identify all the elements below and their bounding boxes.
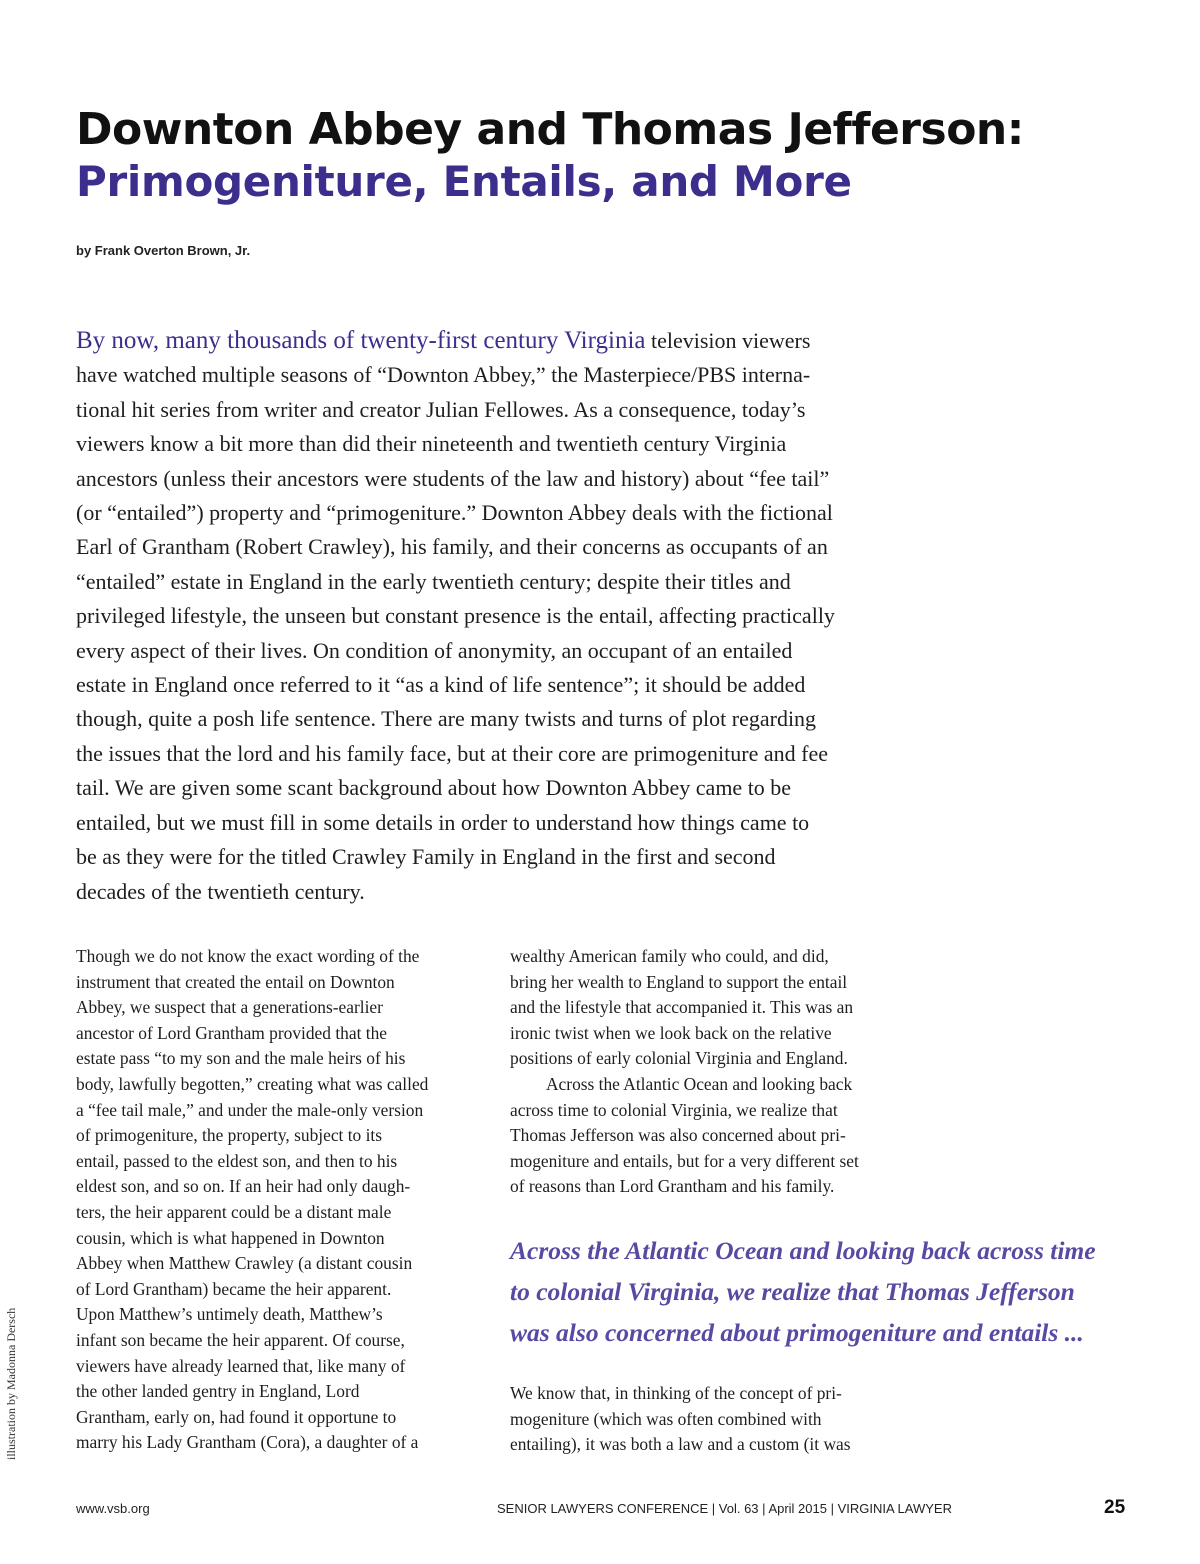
body-line: of reasons than Lord Grantham and his family.	[510, 1176, 835, 1197]
intro-line: Earl of Grantham (Robert Crawley), his family, and their concerns as occupants of an	[76, 534, 828, 560]
intro-line: tail. We are given some scant background about how Downton Abbey came to be	[76, 775, 792, 801]
body-line: mogeniture and entails, but for a very different set	[510, 1150, 859, 1171]
intro-line: tional hit series from writer and creator Julian Fellowes. As a consequence, today’s	[76, 396, 806, 422]
footer-separator: |	[826, 1501, 838, 1516]
intro-line: have watched multiple seasons of “Downton Abbey,” the Masterpiece/PBS interna-	[76, 362, 811, 388]
intro-line: entailed, but we must fill in some details in order to understand how things came to	[76, 809, 810, 835]
body-line: ironic twist when we look back on the relative	[510, 1022, 832, 1043]
body-line: cousin, which is what happened in Downton	[76, 1227, 385, 1248]
body-line: across time to colonial Virginia, we realize that	[510, 1099, 838, 1120]
pull-quote	[510, 1230, 1150, 1353]
body-line: instrument that created the entail on Downton	[76, 971, 395, 992]
intro-line: be as they were for the titled Crawley Family in England in the first and second	[76, 844, 776, 870]
byline: by Frank Overton Brown, Jr.	[76, 243, 251, 258]
body-line: infant son became the heir apparent. Of course,	[76, 1329, 405, 1350]
intro-line: privileged lifestyle, the unseen but constant presence is the entail, affecting practically	[76, 603, 835, 629]
intro-paragraph	[76, 324, 906, 909]
body-line: Across the Atlantic Ocean and looking back	[546, 1073, 853, 1094]
body-line: ancestor of Lord Grantham provided that the	[76, 1022, 387, 1043]
footer-volume: Vol. 63	[718, 1501, 759, 1516]
body-line: estate pass “to my son and the male heirs of his	[76, 1048, 406, 1069]
footer-separator: |	[708, 1501, 719, 1516]
intro-line: the issues that the lord and his family face, but at their core are primogeniture and fee	[76, 740, 828, 766]
right-column	[510, 944, 930, 1200]
body-line: viewers have already learned that, like many of	[76, 1355, 406, 1376]
body-line: bring her wealth to England to support the entail	[510, 971, 848, 992]
article-subtitle: Primogeniture, Entails, and More	[76, 157, 852, 206]
illustration-credit: illustration by Madonna Dersch	[4, 1307, 18, 1460]
intro-line: “entailed” estate in England in the early twentieth century; despite their titles and	[76, 568, 791, 594]
intro-line: ancestors (unless their ancestors were students of the law and history) about “fee tail”	[76, 465, 830, 491]
body-line: Though we do not know the exact wording of the	[76, 946, 420, 966]
body-line: and the lifestyle that accompanied it. This was an	[510, 997, 854, 1018]
footer-separator: |	[758, 1501, 769, 1516]
intro-line: though, quite a posh life sentence. There are many twists and turns of plot regarding	[76, 706, 817, 732]
intro-line: viewers know a bit more than did their nineteenth and twentieth century Virginia	[76, 431, 787, 457]
page-number: 25	[1104, 1497, 1126, 1518]
intro-lead-rest: television viewers	[645, 328, 811, 353]
body-line: Abbey, we suspect that a generations-earlier	[76, 997, 383, 1018]
intro-line: every aspect of their lives. On condition of anonymity, an occupant of an entailed	[76, 637, 793, 663]
body-line: eldest son, and so on. If an heir had only daugh-	[76, 1176, 411, 1197]
article-title: Downton Abbey and Thomas Jefferson:	[76, 104, 1024, 155]
footer-website: www.vsb.org	[76, 1501, 150, 1516]
footer-publication-info	[497, 1501, 952, 1516]
body-line: entail, passed to the eldest son, and then to his	[76, 1150, 398, 1171]
pull-quote-line: was also concerned about primogeniture and entails ...	[510, 1318, 1084, 1347]
body-line: of primogeniture, the property, subject to its	[76, 1125, 383, 1146]
intro-line: estate in England once referred to it “as a kind of life sentence”; it should be added	[76, 672, 806, 698]
pull-quote-line: to colonial Virginia, we realize that Thomas Jefferson	[510, 1277, 1075, 1306]
intro-line	[76, 324, 906, 358]
body-line: the other landed gentry in England, Lord	[76, 1381, 360, 1402]
body-line: Abbey when Matthew Crawley (a distant cousin	[76, 1253, 413, 1274]
body-line: wealthy American family who could, and did,	[510, 946, 829, 966]
body-line: Grantham, early on, had found it opportune to	[76, 1406, 397, 1427]
body-line: marry his Lady Grantham (Cora), a daughter of a	[76, 1432, 419, 1453]
body-line: entailing), it was both a law and a custom (it was	[510, 1434, 851, 1455]
body-line: Thomas Jefferson was also concerned about pri-	[510, 1125, 846, 1146]
body-line: a “fee tail male,” and under the male-only version	[76, 1099, 424, 1120]
footer-date: April 2015	[768, 1501, 827, 1516]
body-line: mogeniture (which was often combined with	[510, 1408, 822, 1429]
footer-section: SENIOR LAWYERS CONFERENCE	[497, 1501, 709, 1516]
pull-quote-line: Across the Atlantic Ocean and looking back across time	[510, 1236, 1096, 1265]
body-line: Upon Matthew’s untimely death, Matthew’s	[76, 1304, 383, 1325]
body-line: of Lord Grantham) became the heir apparent.	[76, 1278, 392, 1299]
body-line: body, lawfully begotten,” creating what was called	[76, 1073, 429, 1094]
right-column-continued	[510, 1381, 930, 1458]
body-line: We know that, in thinking of the concept of pri-	[510, 1383, 842, 1403]
intro-line: (or “entailed”) property and “primogeniture.” Downton Abbey deals with the fictional	[76, 500, 833, 526]
body-line: positions of early colonial Virginia and England.	[510, 1048, 848, 1069]
footer-publication: VIRGINIA LAWYER	[837, 1501, 952, 1516]
intro-lead-in: By now, many thousands of twenty-first century Virginia	[76, 327, 646, 354]
intro-line: decades of the twentieth century.	[76, 878, 365, 904]
body-line: ters, the heir apparent could be a distant male	[76, 1201, 392, 1222]
left-column	[76, 944, 476, 1456]
